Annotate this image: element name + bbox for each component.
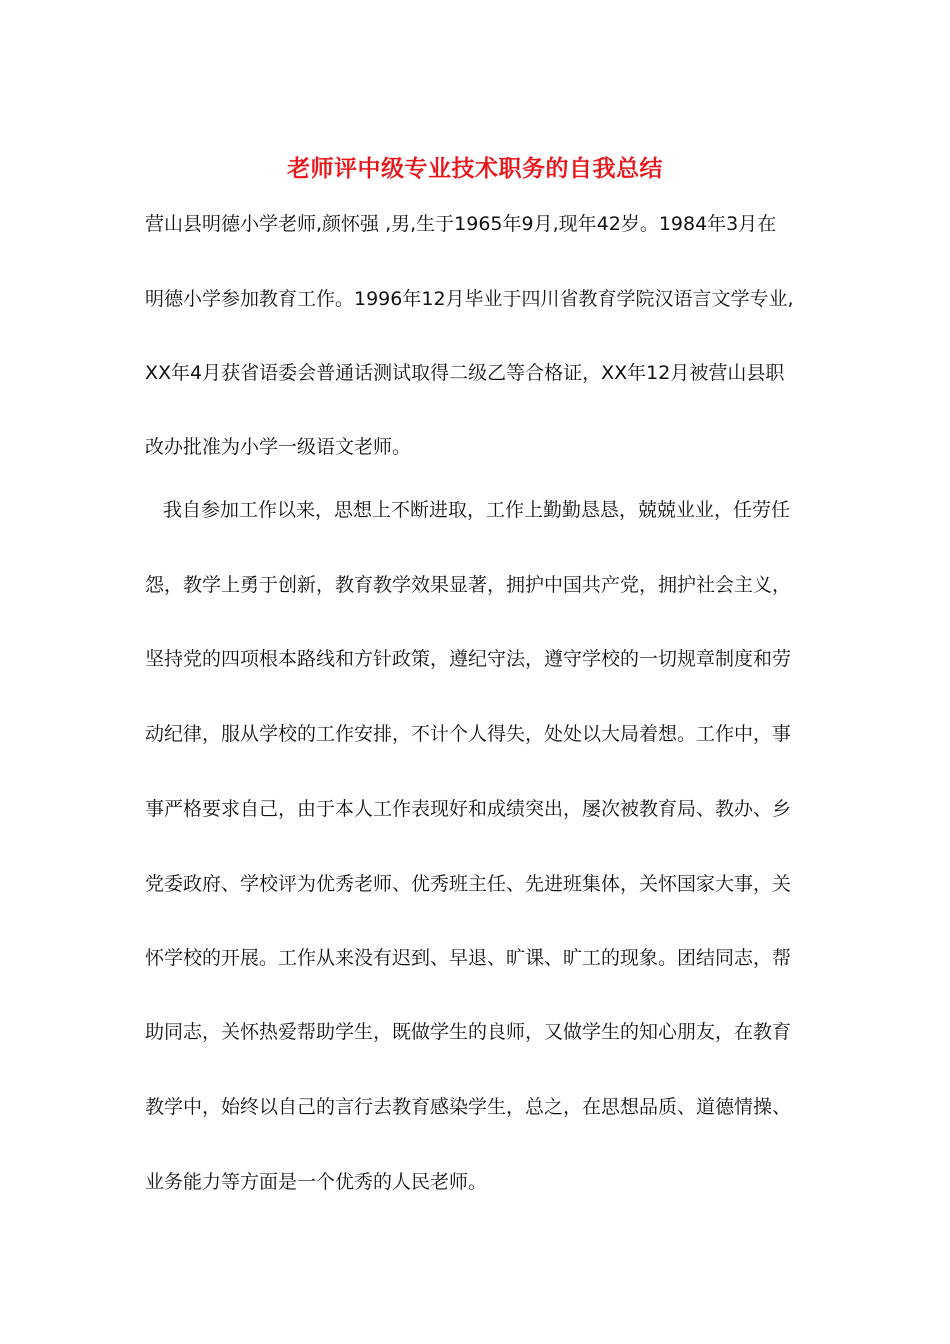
body-line-13: 教学中，始终以自己的言行去教育感染学生，总之，在思想品质、道德情操、 — [145, 1096, 792, 1118]
body-line-10: 党委政府、学校评为优秀老师、优秀班主任、先进班集体，关怀国家大事，关 — [145, 873, 792, 895]
body-line-1: 营山县明德小学老师,颜怀强 ,男,生于1965年9月,现年42岁。1984年3月在 — [145, 213, 777, 235]
body-line-6: 怨，教学上勇于创新，教育教学效果显著，拥护中国共产党，拥护社会主义， — [145, 574, 792, 596]
body-line-4: 改办批准为小学一级语文老师。 — [145, 436, 412, 458]
body-line-5: 我自参加工作以来，思想上不断进取，工作上勤勤恳恳，兢兢业业，任劳任 — [163, 499, 791, 521]
body-line-12: 助同志，关怀热爱帮助学生，既做学生的良师，又做学生的知心朋友，在教育 — [145, 1021, 792, 1043]
body-line-14: 业务能力等方面是一个优秀的人民老师。 — [145, 1171, 488, 1193]
body-line-11: 怀学校的开展。工作从来没有迟到、早退、旷课、旷工的现象。团结同志，帮 — [145, 947, 792, 969]
body-line-8: 动纪律，服从学校的工作安排，不计个人得失，处处以大局着想。工作中，事 — [145, 723, 792, 745]
body-line-3: XX年4月获省语委会普通话测试取得二级乙等合格证，XX年12月被营山县职 — [145, 362, 785, 384]
body-line-9: 事严格要求自己，由于本人工作表现好和成绩突出，屡次被教育局、教办、乡 — [145, 798, 792, 820]
document-title: 老师评中级专业技术职务的自我总结 — [287, 155, 663, 182]
body-line-2: 明德小学参加教育工作。1996年12月毕业于四川省教育学院汉语言文学专业, — [145, 288, 794, 310]
body-line-7: 坚持党的四项根本路线和方针政策，遵纪守法，遵守学校的一切规章制度和劳 — [145, 648, 792, 670]
